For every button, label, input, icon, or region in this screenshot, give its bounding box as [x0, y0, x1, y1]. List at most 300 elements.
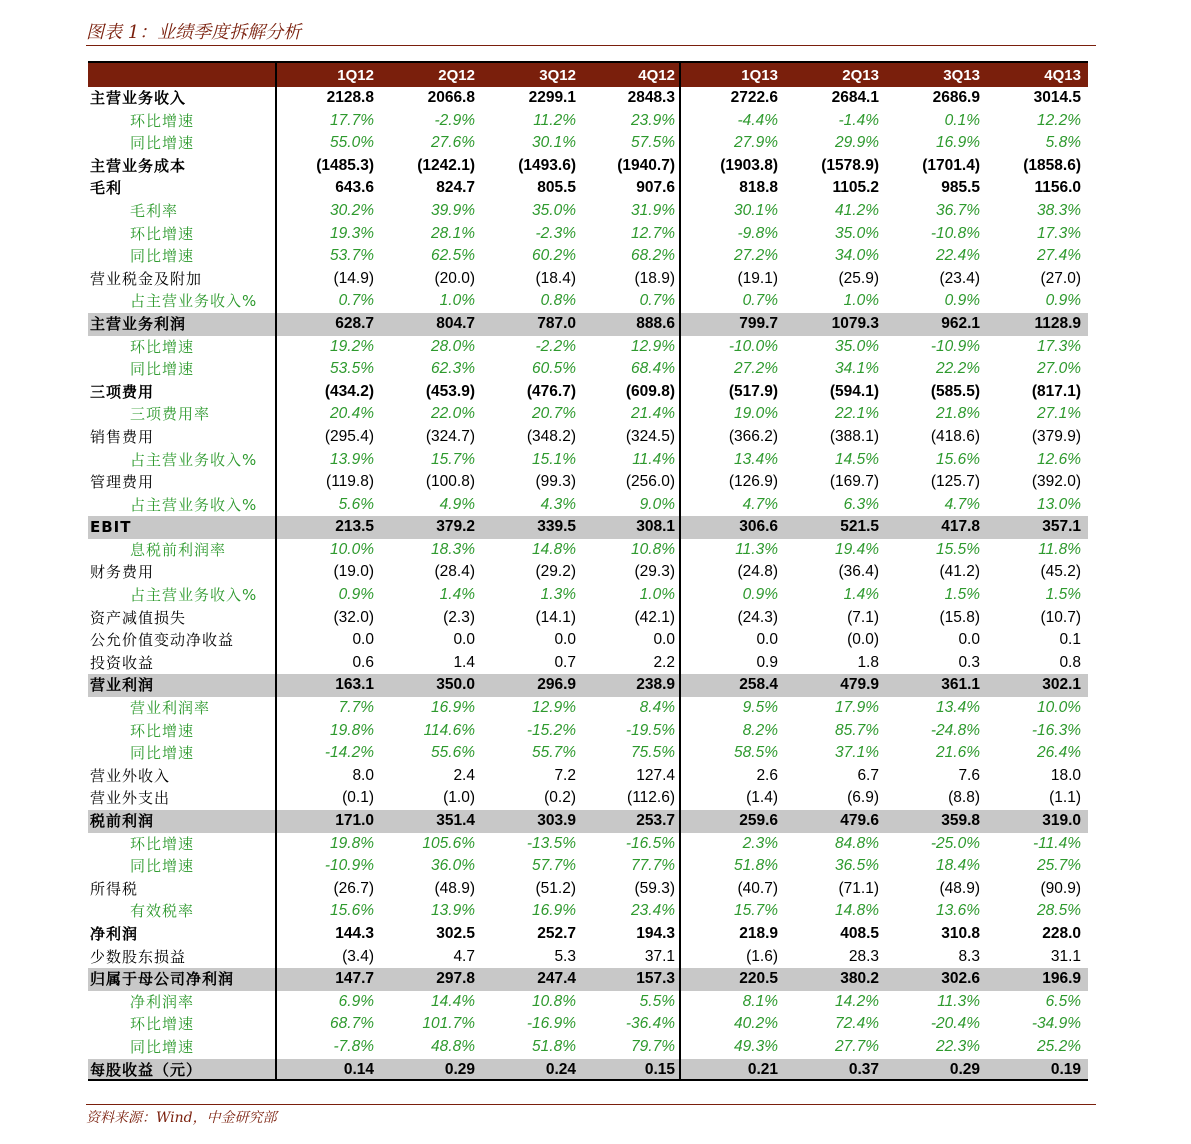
table-cell: (10.7)	[1040, 608, 1081, 626]
table-cell: -20.4%	[930, 1015, 980, 1033]
row-label: 占主营业务收入%	[88, 494, 277, 517]
table-cell: 40.2%	[734, 1015, 778, 1033]
table-cell: 1.0%	[580, 584, 681, 607]
table-cell: 13.4%	[734, 450, 778, 468]
table-row	[88, 449, 1088, 472]
table-cell: 27.9%	[734, 134, 778, 152]
table-cell: 6.9%	[338, 992, 374, 1010]
table-cell: 0.7%	[580, 290, 681, 313]
table-cell: 75.5%	[580, 742, 681, 765]
table-cell: 907.6	[580, 177, 681, 200]
table-cell: (25.9)	[838, 269, 879, 287]
table-cell: 0.6	[352, 653, 374, 671]
row-label: 投资收益	[88, 652, 277, 675]
table-cell: (256.0)	[580, 471, 681, 494]
table-row	[88, 177, 1088, 200]
table-cell: 105.6%	[422, 834, 475, 852]
table-cell: 53.7%	[330, 247, 374, 265]
table-cell: -1.4%	[838, 111, 879, 129]
table-cell: 22.2%	[936, 360, 980, 378]
table-cell: 319.0	[1042, 812, 1081, 829]
table-cell: (26.7)	[333, 879, 374, 897]
table-cell: 259.6	[739, 812, 778, 829]
table-cell: 1105.2	[832, 179, 879, 197]
row-label: 环比增速	[88, 720, 277, 743]
row-label: 管理费用	[88, 471, 277, 494]
table-cell: 28.1%	[431, 224, 475, 242]
table-cell: 12.9%	[580, 336, 681, 359]
table-cell: 218.9	[739, 924, 778, 942]
table-cell: 10.0%	[330, 540, 374, 558]
table-row	[88, 946, 1088, 969]
table-cell: 30.1%	[734, 201, 778, 219]
row-label: 占主营业务收入%	[88, 584, 277, 607]
table-cell: 18.3%	[431, 540, 475, 558]
table-cell: 53.5%	[330, 360, 374, 378]
table-row	[88, 584, 1088, 607]
table-cell: 55.0%	[330, 134, 374, 152]
table-cell: 4.7	[453, 947, 475, 965]
table-cell: 25.2%	[1037, 1037, 1081, 1055]
table-cell: 2.4	[453, 766, 475, 784]
table-cell: (1701.4)	[922, 156, 980, 174]
table-row	[88, 855, 1088, 878]
table-cell: (41.2)	[939, 563, 980, 581]
table-cell: 2066.8	[427, 89, 475, 106]
table-row	[88, 652, 1088, 675]
table-cell: 0.37	[848, 1060, 879, 1078]
table-cell: 8.0	[352, 766, 374, 784]
table-cell: (45.2)	[1040, 563, 1081, 581]
row-label: 归属于母公司净利润	[88, 968, 277, 991]
table-cell: 15.6%	[936, 450, 980, 468]
table-cell: 0.29	[949, 1060, 980, 1078]
table-cell: 1.5%	[944, 586, 980, 604]
row-label: 财务费用	[88, 561, 277, 584]
table-cell: 30.2%	[330, 201, 374, 219]
row-label: 税前利润	[88, 810, 277, 833]
table-cell: 19.3%	[330, 224, 374, 242]
table-cell: 5.3	[554, 947, 576, 965]
table-cell: (6.9)	[847, 789, 879, 807]
table-row	[88, 87, 1088, 110]
table-cell: 0.7	[554, 653, 576, 671]
col-header-3q13: 3Q13	[943, 67, 980, 84]
table-cell: -19.5%	[580, 720, 681, 743]
table-cell: (348.2)	[526, 427, 576, 445]
table-row	[88, 516, 1088, 539]
table-cell: 36.5%	[835, 857, 879, 875]
table-cell: 8.1%	[742, 992, 778, 1010]
table-cell: 2686.9	[932, 89, 980, 106]
table-row	[88, 290, 1088, 313]
table-cell: 25.7%	[1037, 857, 1081, 875]
table-cell: (23.4)	[939, 269, 980, 287]
row-label: 营业利润率	[88, 697, 277, 720]
table-cell: 14.2%	[835, 992, 879, 1010]
row-label: 同比增速	[88, 132, 277, 155]
table-row	[88, 833, 1088, 856]
table-row	[88, 268, 1088, 291]
table-row	[88, 923, 1088, 946]
table-cell: 16.9%	[936, 134, 980, 152]
table-cell: 27.2%	[734, 247, 778, 265]
table-cell: 14.8%	[532, 540, 576, 558]
table-cell: 41.2%	[835, 201, 879, 219]
table-cell: 7.7%	[338, 699, 374, 717]
row-label: 有效税率	[88, 900, 277, 923]
table-cell: 39.9%	[431, 201, 475, 219]
table-cell: 0.29	[444, 1060, 475, 1078]
table-cell: 0.9%	[944, 292, 980, 310]
table-cell: 1.4%	[843, 586, 879, 604]
table-cell: (36.4)	[838, 563, 879, 581]
financial-table	[88, 61, 1088, 1081]
table-cell: 31.1	[1050, 947, 1081, 965]
table-cell: 35.0%	[835, 224, 879, 242]
table-cell: (517.9)	[728, 382, 778, 400]
table-cell: -25.0%	[930, 834, 980, 852]
table-cell: 127.4	[580, 765, 681, 788]
table-cell: (324.5)	[580, 426, 681, 449]
table-cell: 157.3	[580, 968, 681, 991]
table-cell: 35.0%	[532, 201, 576, 219]
table-row	[88, 200, 1088, 223]
table-cell: (0.1)	[342, 789, 374, 807]
row-label: 环比增速	[88, 1013, 277, 1036]
table-cell: 17.3%	[1037, 337, 1081, 355]
table-cell: 55.6%	[431, 744, 475, 762]
table-row	[88, 155, 1088, 178]
row-label: 三项费用率	[88, 403, 277, 426]
table-cell: (1.4)	[746, 789, 778, 807]
table-cell: 19.4%	[835, 540, 879, 558]
table-cell: 2848.3	[580, 87, 681, 110]
col-header-2q12: 2Q12	[438, 67, 475, 84]
table-cell: 17.3%	[1037, 224, 1081, 242]
table-cell: (1242.1)	[417, 156, 475, 174]
row-label: 净利润	[88, 923, 277, 946]
table-cell: 4.7%	[742, 495, 778, 513]
table-cell: 58.5%	[734, 744, 778, 762]
table-cell: 5.8%	[1045, 134, 1081, 152]
table-cell: 85.7%	[835, 721, 879, 739]
table-cell: (48.9)	[939, 879, 980, 897]
table-cell: 628.7	[335, 314, 374, 332]
col-header-2q13: 2Q13	[842, 67, 879, 84]
table-cell: (1485.3)	[316, 156, 374, 174]
table-cell: 68.4%	[580, 358, 681, 381]
table-cell: 247.4	[537, 970, 576, 988]
table-row	[88, 810, 1088, 833]
table-cell: 12.9%	[532, 699, 576, 717]
table-cell: (27.0)	[1040, 269, 1081, 287]
table-row	[88, 403, 1088, 426]
table-cell: 12.6%	[1037, 450, 1081, 468]
table-cell: 0.0	[958, 631, 980, 649]
table-cell: -14.2%	[324, 744, 374, 762]
table-cell: 1.0%	[439, 292, 475, 310]
table-cell: 479.9	[840, 676, 879, 694]
table-cell: (8.8)	[948, 789, 980, 807]
table-cell: 79.7%	[580, 1036, 681, 1059]
table-cell: 26.4%	[1037, 744, 1081, 762]
table-cell: 1079.3	[831, 314, 879, 332]
table-cell: 68.7%	[330, 1015, 374, 1033]
table-cell: 14.5%	[835, 450, 879, 468]
table-cell: 21.4%	[580, 403, 681, 426]
table-row	[88, 742, 1088, 765]
row-label: 同比增速	[88, 742, 277, 765]
table-cell: 824.7	[436, 179, 475, 197]
table-cell: 0.9	[756, 653, 778, 671]
table-cell: 28.0%	[431, 337, 475, 355]
table-row	[88, 561, 1088, 584]
table-row	[88, 1013, 1088, 1036]
table-cell: 13.9%	[330, 450, 374, 468]
table-cell: 147.7	[335, 970, 374, 988]
table-cell: 13.4%	[936, 699, 980, 717]
table-cell: 521.5	[840, 518, 879, 536]
table-cell: 15.1%	[532, 450, 576, 468]
table-cell: 302.6	[941, 970, 980, 988]
table-cell: 60.5%	[532, 360, 576, 378]
row-label: EBIT	[88, 516, 277, 539]
table-cell: 37.1%	[835, 744, 879, 762]
table-row	[88, 426, 1088, 449]
table-cell: 57.7%	[532, 857, 576, 875]
table-row	[88, 245, 1088, 268]
table-cell: 0.24	[545, 1060, 576, 1078]
table-cell: 306.6	[739, 518, 778, 536]
top-rule	[86, 45, 1096, 46]
table-cell: (119.8)	[326, 473, 374, 491]
table-cell: (24.3)	[737, 608, 778, 626]
table-cell: 0.19	[1050, 1060, 1081, 1078]
table-cell: 0.1	[1059, 631, 1081, 649]
row-label: 环比增速	[88, 833, 277, 856]
table-row	[88, 697, 1088, 720]
table-cell: 2684.1	[831, 89, 879, 106]
row-label: 销售费用	[88, 426, 277, 449]
table-cell: -10.0%	[728, 337, 778, 355]
row-label: 净利润率	[88, 991, 277, 1014]
table-cell: 196.9	[1042, 970, 1081, 988]
table-cell: 8.4%	[580, 697, 681, 720]
table-cell: 15.6%	[330, 902, 374, 920]
table-cell: -4.4%	[737, 111, 778, 129]
table-cell: 27.1%	[1037, 405, 1081, 423]
table-cell: -11.4%	[1033, 834, 1081, 852]
table-row	[88, 968, 1088, 991]
table-cell: (0.0)	[847, 631, 879, 649]
table-row	[88, 607, 1088, 630]
table-cell: 10.0%	[1037, 699, 1081, 717]
table-cell: 38.3%	[1037, 201, 1081, 219]
table-cell: 171.0	[335, 812, 374, 829]
table-cell: 51.8%	[532, 1037, 576, 1055]
table-cell: 2299.1	[528, 89, 576, 106]
table-cell: 163.1	[335, 676, 374, 694]
table-cell: 302.5	[436, 924, 475, 942]
table-cell: 985.5	[941, 179, 980, 197]
table-cell: 27.4%	[1037, 247, 1081, 265]
table-cell: -15.2%	[526, 721, 576, 739]
table-cell: 114.6%	[423, 721, 475, 739]
table-cell: 805.5	[537, 179, 576, 197]
table-cell: 4.3%	[540, 495, 576, 513]
table-cell: (3.4)	[342, 947, 374, 965]
table-cell: 0.0	[352, 631, 374, 649]
table-cell: 252.7	[537, 924, 576, 942]
table-cell: -2.3%	[535, 224, 576, 242]
table-cell: 72.4%	[835, 1015, 879, 1033]
table-cell: 28.5%	[1037, 902, 1081, 920]
table-cell: 27.7%	[835, 1037, 879, 1055]
table-cell: (32.0)	[333, 608, 374, 626]
table-cell: (434.2)	[324, 382, 374, 400]
table-cell: (594.1)	[829, 382, 879, 400]
table-cell: 302.1	[1042, 676, 1081, 694]
table-cell: 37.1	[580, 946, 681, 969]
table-cell: 2.3%	[742, 834, 778, 852]
table-cell: (366.2)	[728, 427, 778, 445]
table-cell: 1.5%	[1045, 586, 1081, 604]
table-row	[88, 878, 1088, 901]
table-cell: 13.6%	[936, 902, 980, 920]
table-cell: (295.4)	[324, 427, 374, 445]
table-cell: (1940.7)	[580, 155, 681, 178]
table-cell: (29.3)	[580, 561, 681, 584]
table-cell: 13.0%	[1037, 495, 1081, 513]
header-label-cell	[88, 63, 277, 87]
table-cell: 60.2%	[532, 247, 576, 265]
table-cell: (42.1)	[580, 607, 681, 630]
table-row	[88, 110, 1088, 133]
table-row	[88, 336, 1088, 359]
table-cell: 16.9%	[532, 902, 576, 920]
table-cell: 18.4%	[936, 857, 980, 875]
table-cell: 6.3%	[843, 495, 879, 513]
table-row	[88, 991, 1088, 1014]
row-label: 三项费用	[88, 381, 277, 404]
col-header-1q13: 1Q13	[741, 67, 778, 84]
table-cell: (125.7)	[930, 473, 980, 491]
table-cell: 804.7	[436, 314, 475, 332]
table-cell: 101.7%	[422, 1015, 475, 1033]
table-cell: 0.3	[958, 653, 980, 671]
table-cell: 8.2%	[742, 721, 778, 739]
table-cell: (99.3)	[535, 473, 576, 491]
table-cell: 18.0	[1050, 766, 1081, 784]
table-cell: 3014.5	[1033, 89, 1081, 106]
table-cell: (1.6)	[746, 947, 778, 965]
table-cell: 5.5%	[580, 991, 681, 1014]
table-cell: 351.4	[436, 812, 475, 829]
table-cell: 0.7%	[742, 292, 778, 310]
table-cell: (392.0)	[1031, 473, 1081, 491]
table-cell: 57.5%	[580, 132, 681, 155]
row-label: 营业外支出	[88, 787, 277, 810]
table-cell: 7.6	[958, 766, 980, 784]
table-cell: 6.5%	[1045, 992, 1081, 1010]
table-cell: 22.4%	[936, 247, 980, 265]
table-cell: (2.3)	[443, 608, 475, 626]
table-cell: 479.6	[840, 812, 879, 829]
table-body	[88, 87, 1088, 1081]
table-cell: 19.2%	[330, 337, 374, 355]
table-cell: 0.0	[453, 631, 475, 649]
table-cell: 0.9%	[742, 586, 778, 604]
table-cell: 2.2	[580, 652, 681, 675]
table-cell: 27.0%	[1037, 360, 1081, 378]
table-cell: (379.9)	[1031, 427, 1081, 445]
table-cell: 238.9	[580, 674, 681, 697]
table-cell: 296.9	[537, 676, 576, 694]
table-row	[88, 900, 1088, 923]
table-cell: 14.8%	[835, 902, 879, 920]
table-cell: (585.5)	[930, 382, 980, 400]
table-cell: 23.9%	[580, 110, 681, 133]
table-cell: (40.7)	[737, 879, 778, 897]
table-cell: (112.6)	[580, 787, 681, 810]
table-cell: 350.0	[436, 676, 475, 694]
table-cell: 228.0	[1042, 924, 1081, 942]
table-cell: 339.5	[537, 518, 576, 536]
table-cell: 62.3%	[431, 360, 475, 378]
table-row	[88, 1059, 1088, 1082]
table-cell: 8.3	[958, 947, 980, 965]
table-cell: 14.4%	[431, 992, 475, 1010]
table-cell: -10.9%	[324, 857, 374, 875]
table-cell: (28.4)	[434, 563, 475, 581]
table-cell: (51.2)	[535, 879, 576, 897]
row-label: 环比增速	[88, 336, 277, 359]
source-note: 资料来源：Wind，中金研究部	[86, 1110, 277, 1126]
table-cell: (100.8)	[425, 473, 475, 491]
col-header-4q12: 4Q12	[580, 63, 681, 87]
table-cell: (19.1)	[737, 269, 778, 287]
table-row	[88, 358, 1088, 381]
table-cell: 10.8%	[580, 539, 681, 562]
table-cell: 16.9%	[431, 699, 475, 717]
table-cell: 34.0%	[835, 247, 879, 265]
table-cell: 7.2	[554, 766, 576, 784]
table-cell: 29.9%	[835, 134, 879, 152]
table-cell: 28.3	[848, 947, 879, 965]
table-row	[88, 313, 1088, 336]
row-label: 营业外收入	[88, 765, 277, 788]
table-cell: 21.6%	[936, 744, 980, 762]
table-cell: -36.4%	[580, 1013, 681, 1036]
row-label: 同比增速	[88, 358, 277, 381]
table-row	[88, 787, 1088, 810]
table-cell: 0.8%	[540, 292, 576, 310]
table-cell: 12.2%	[1037, 111, 1081, 129]
table-cell: (126.9)	[728, 473, 778, 491]
table-cell: 220.5	[739, 970, 778, 988]
row-label: 所得税	[88, 878, 277, 901]
row-label: 少数股东损益	[88, 946, 277, 969]
table-cell: 9.0%	[580, 494, 681, 517]
row-label: 环比增速	[88, 110, 277, 133]
col-header-3q12: 3Q12	[539, 67, 576, 84]
table-cell: 1156.0	[1034, 179, 1081, 197]
table-cell: 15.7%	[431, 450, 475, 468]
table-cell: 1128.9	[1034, 314, 1081, 332]
table-row	[88, 765, 1088, 788]
table-cell: -24.8%	[930, 721, 980, 739]
